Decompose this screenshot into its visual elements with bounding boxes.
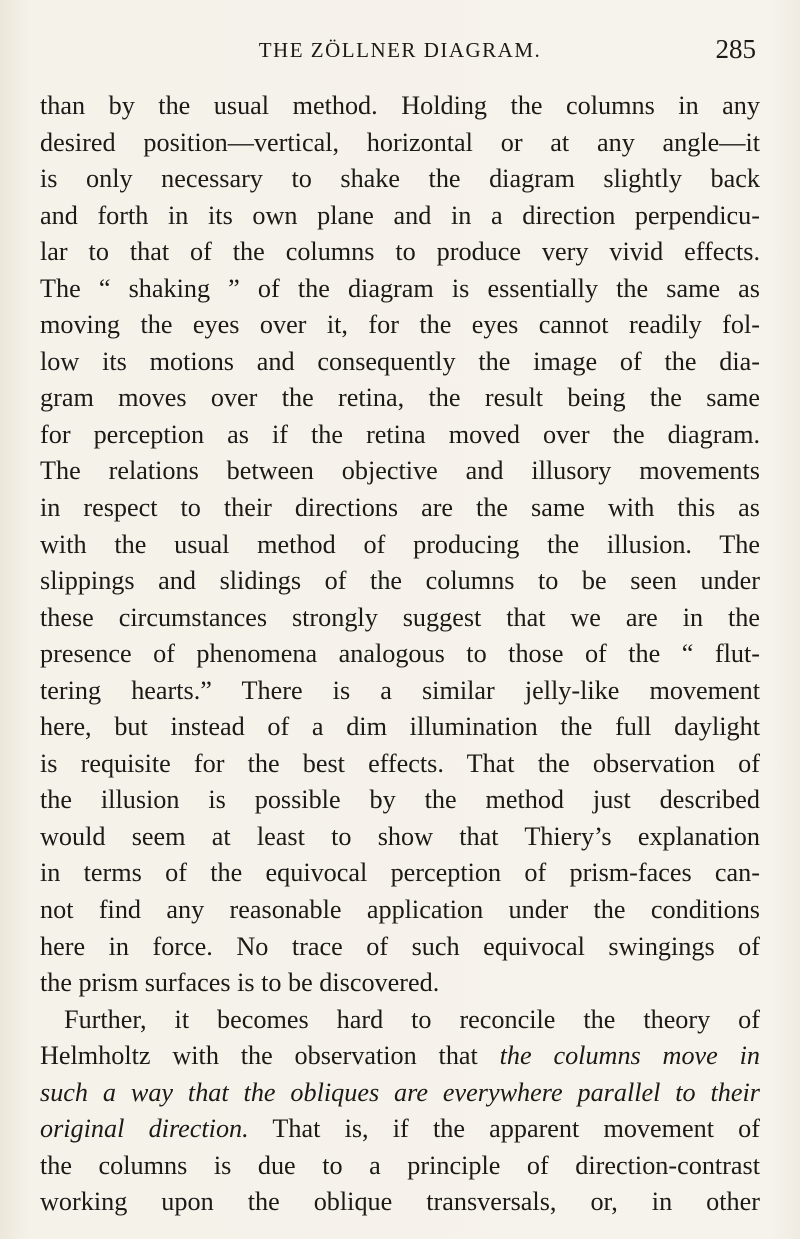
text-line: here, but instead of a dim illumination the full daylight (40, 712, 760, 742)
paragraph-1 (40, 88, 760, 1002)
text-line: gram moves over the retina, the result being the same (40, 383, 760, 413)
text-line: is requisite for the best effects. That the observation of (40, 748, 760, 778)
text-line: tering hearts.” There is a similar jelly-like movement (40, 675, 760, 705)
italic-run: the columns move in (499, 1041, 760, 1071)
text-line: low its motions and consequently the image of the dia- (40, 346, 760, 376)
text-line: the illusion is possible by the method just described (40, 785, 760, 815)
text-line: the prism surfaces is to be discovered. (40, 968, 440, 998)
text-line-mixed (40, 1038, 760, 1075)
text-line: desired position—vertical, horizontal or at any angle—it (40, 127, 760, 157)
text-line: moving the eyes over it, for the eyes cannot readily fol- (40, 310, 760, 340)
text-line: would seem at least to show that Thiery’s explanation (40, 821, 760, 851)
text-line: lar to that of the columns to produce very vivid effects. (40, 237, 760, 267)
italic-run: original direction. (40, 1114, 249, 1144)
text-line: presence of phenomena analogous to those of the “ flut- (40, 639, 760, 669)
text-line: and forth in its own plane and in a direction perpendicu- (40, 200, 760, 230)
text-line: The relations between objective and illusory movements (40, 456, 760, 486)
text-line-mixed (40, 1111, 760, 1148)
text-line: working upon the oblique transversals, or, in other (40, 1187, 760, 1217)
text-line: with the usual method of producing the illusion. The (40, 529, 760, 559)
running-head (40, 34, 760, 74)
body-text (40, 88, 760, 1221)
text-line: slippings and slidings of the columns to be seen under (40, 566, 760, 596)
text-line: these circumstances strongly suggest that we are in the (40, 602, 760, 632)
text-line: here in force. No trace of such equivocal swingings of (40, 931, 760, 961)
text-line: is only necessary to shake the diagram slightly back (40, 164, 760, 194)
page-number: 285 (715, 34, 756, 64)
text-line: in terms of the equivocal perception of prism-faces can- (40, 858, 760, 888)
text-line: not find any reasonable application under the conditions (40, 895, 760, 925)
text-run: Helmholtz with the observation that (40, 1041, 500, 1071)
text-line: for perception as if the retina moved over the diagram. (40, 419, 760, 449)
text-line: The “ shaking ” of the diagram is essentially the same as (40, 273, 760, 303)
text-line: than by the usual method. Holding the columns in any (40, 91, 760, 120)
text-run: That is, if the apparent movement of (248, 1114, 760, 1144)
text-line-italic (40, 1075, 760, 1112)
italic-run: such a way that the obliques are everywhere parallel to their (40, 1077, 760, 1107)
text-line: the columns is due to a principle of direction-contrast (40, 1150, 760, 1180)
running-head-title: THE ZÖLLNER DIAGRAM. (258, 38, 542, 62)
text-line: in respect to their directions are the same with this as (40, 493, 760, 523)
paragraph-2 (40, 1002, 760, 1221)
text-line: Further, it becomes hard to reconcile the theory of (64, 1004, 760, 1034)
